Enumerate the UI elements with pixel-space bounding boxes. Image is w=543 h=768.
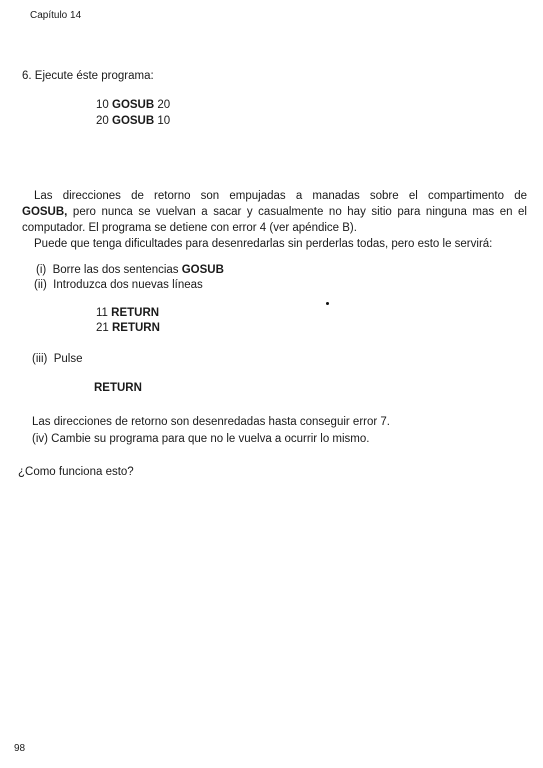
step-i-text: Borre las dos sentencias — [52, 264, 182, 276]
code2-line-2 — [96, 322, 160, 334]
code-keyword: GOSUB — [112, 99, 155, 111]
paragraph-1-line-2-text: pero nunca se vuelvan a sacar y casualmente no hay sitio para ninguna mas en el — [67, 206, 527, 218]
step-ii-prefix: (ii) — [34, 279, 47, 291]
paragraph-1-line-3: computador. El programa se detiene con error 4 (ver apéndice B). — [22, 222, 357, 234]
code-line-2 — [96, 115, 170, 127]
step-iii-prefix: (iii) — [32, 353, 48, 365]
paragraph-1-line-4: Puede que tenga dificultades para desenredarlas sin perderlas todas, pero esto le servirá: — [34, 238, 493, 250]
code2-line-1 — [96, 307, 159, 319]
step-iii-text: Pulse — [53, 353, 83, 365]
step-ii — [34, 277, 203, 293]
code-argument: 20 — [157, 99, 171, 111]
code-line-number: 11 — [96, 307, 108, 319]
step-iv-prefix: (iv) — [32, 433, 48, 445]
paragraph-2-line-1: Las direcciones de retorno son desenredadas hasta conseguir error 7. — [32, 416, 390, 428]
code-keyword: RETURN — [112, 322, 160, 334]
page-number: 98 — [14, 743, 26, 754]
code-line-number: 20 — [96, 115, 109, 127]
gosub-keyword: GOSUB — [181, 264, 224, 276]
return-key-label: RETURN — [94, 382, 142, 394]
paragraph-1-line-2 — [22, 204, 527, 220]
code-line-number: 10 — [96, 99, 109, 111]
code-keyword: GOSUB — [112, 115, 155, 127]
closing-question: ¿Como funciona esto? — [18, 466, 134, 478]
print-speck — [326, 302, 329, 305]
code-line-number: 21 — [96, 322, 109, 334]
exercise-6-intro: 6. Ejecute éste programa: — [22, 70, 154, 82]
step-iv — [32, 431, 369, 447]
code-keyword: RETURN — [111, 307, 160, 319]
step-iv-text: Cambie su programa para que no le vuelva a ocurrir lo mismo. — [51, 433, 370, 445]
step-i-prefix: (i) — [36, 264, 47, 276]
step-i — [36, 262, 224, 278]
chapter-header: Capítulo 14 — [30, 10, 82, 21]
step-ii-text: Introduzca dos nuevas líneas — [53, 279, 203, 291]
gosub-keyword: GOSUB, — [22, 206, 68, 218]
step-iii — [32, 351, 83, 367]
code-line-1 — [96, 99, 170, 111]
paragraph-1-line-1: Las direcciones de retorno son empujadas a manadas sobre el compartimento de — [34, 190, 527, 202]
code-argument: 10 — [157, 115, 171, 127]
